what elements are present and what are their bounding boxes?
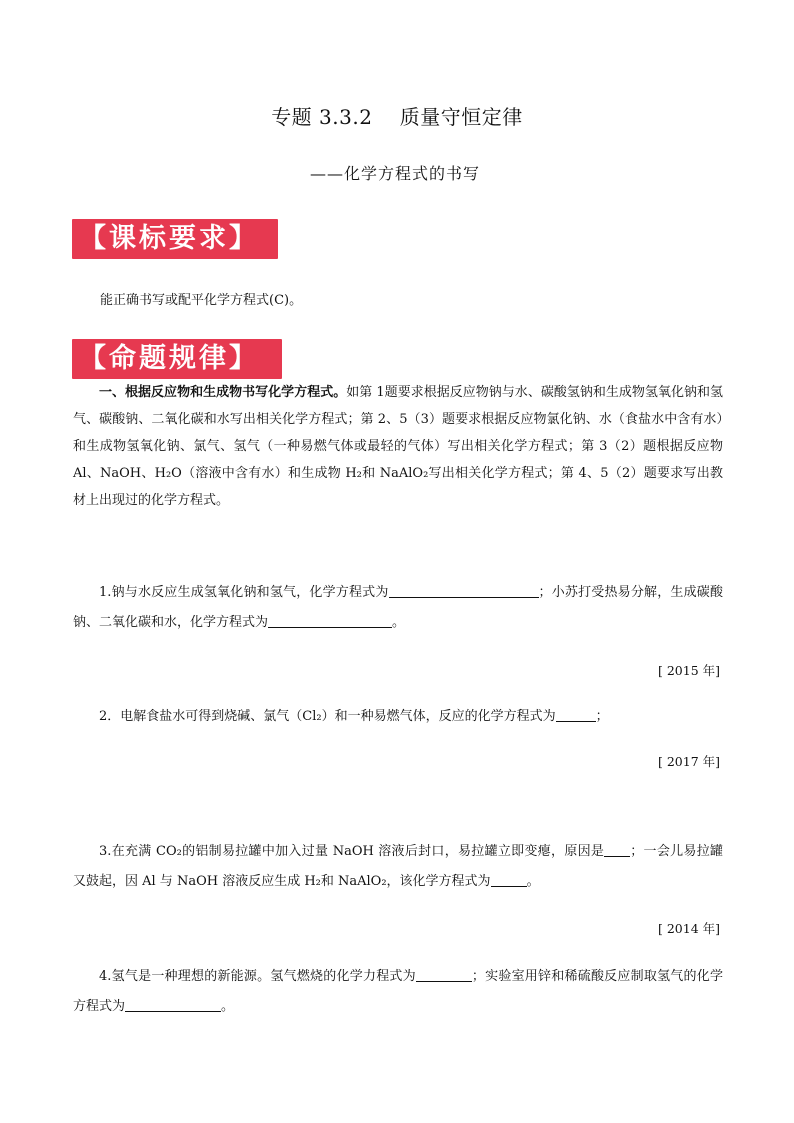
- question-3-part-1: 3.在充满 CO₂的铝制易拉罐中加入过量 NaOH 溶液后封口，易拉罐立即变瘪，原因是: [99, 844, 605, 859]
- answer-blank-4b[interactable]: [125, 997, 221, 1012]
- year-label-1: [ 2015 年]: [657, 663, 720, 678]
- year-label-2: [ 2017 年]: [657, 754, 720, 769]
- question-2-part-2: ；: [595, 709, 609, 724]
- question-3-part-2: ；一会儿易拉罐又鼓起，因 Al 与 NaOH 溶液反应生成 H₂和 NaAlO₂，该化学方程式为: [73, 844, 723, 889]
- question-4-part-2: ；实验室用锌和稀硫酸反应制取氢气的化学方程式为: [73, 969, 723, 1014]
- answer-blank-3a[interactable]: [604, 842, 630, 857]
- answer-blank-4a[interactable]: [416, 967, 472, 982]
- question-1-part-1: 1.钠与水反应生成氢氧化钠和氢气，化学方程式为: [99, 585, 389, 600]
- question-4-part-3: 。: [221, 999, 235, 1014]
- question-4-part-1: 4.氢气是一种理想的新能源。氢气燃烧的化学力程式为: [99, 969, 416, 984]
- rule-heading: 一、根据反应物和生成物书写化学方程式。: [99, 385, 347, 400]
- page-subtitle: ——化学方程式的书写: [310, 164, 481, 183]
- rule-paragraph: [73, 379, 723, 514]
- question-3: [73, 837, 723, 897]
- answer-blank-3b[interactable]: [491, 872, 527, 887]
- rule-text: 如第 1题要求根据反应物钠与水、碳酸氢钠和生成物氢氧化钠和氢气、碳酸钠、二氧化碳和水写出相关化学方程式；第 2、5（3）题要求根据反应物氯化钠、水（食盐水中含有水）和生成物氢氧化钠、氯气、氢气（一种易燃气体或最轻的气体）写出相关化学方程式；第 3（2）题根据反应物 Al、NaOH、H₂O（溶液中含有水）和生成物 H₂和 NaAlO₂写出相关化学方程式；第 4、5（2）题要求写出教材上出现过的化学方程式。: [73, 385, 723, 508]
- question-1-part-3: 。: [392, 615, 406, 630]
- question-2-part-1: 2．电解食盐水可得到烧碱、氯气（Cl₂）和一种易燃气体，反应的化学方程式为: [99, 709, 556, 724]
- answer-blank-2[interactable]: [556, 707, 596, 722]
- question-1: [73, 578, 723, 638]
- section-tag-rules: 【命题规律】: [72, 339, 282, 379]
- requirement-text: 能正确书写或配平化学方程式(C)。: [100, 293, 303, 308]
- question-4: [73, 962, 723, 1022]
- section-tag-standard: 【课标要求】: [72, 219, 278, 259]
- page-title: 专题 3.3.2 质量守恒定律: [271, 105, 523, 129]
- question-2: [73, 702, 723, 732]
- question-3-part-3: 。: [526, 874, 540, 889]
- question-1-part-2: ；小苏打受热易分解，生成碳酸钠、二氧化碳和水，化学方程式为: [73, 585, 723, 630]
- year-label-3: [ 2014 年]: [657, 921, 720, 936]
- answer-blank-1a[interactable]: [389, 583, 539, 598]
- answer-blank-1b[interactable]: [268, 613, 392, 628]
